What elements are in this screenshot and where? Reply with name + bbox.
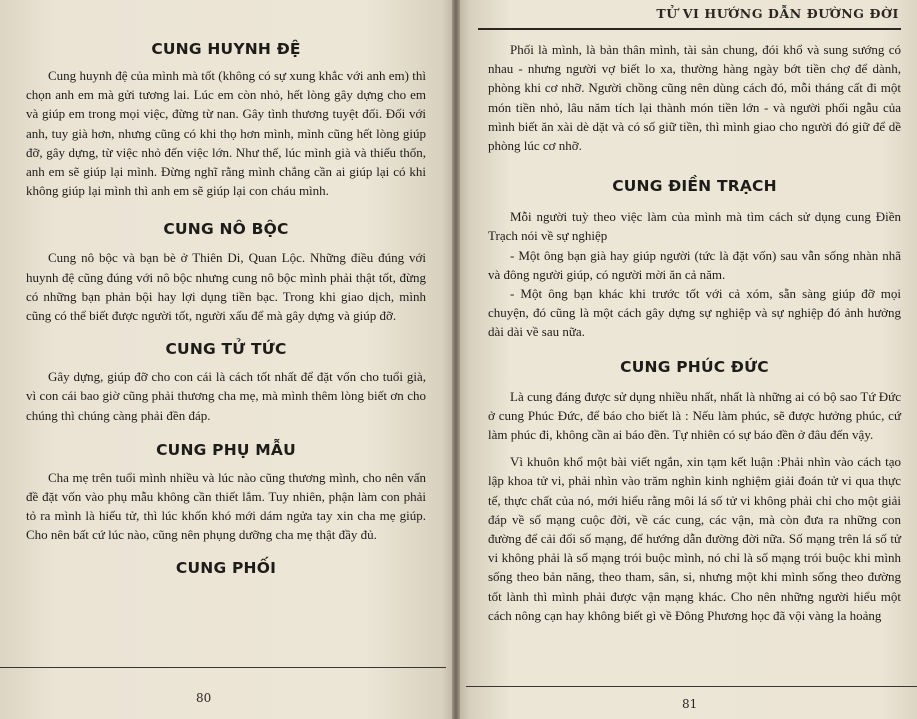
paragraph-tu-tuc: Gây dựng, giúp đỡ cho con cái là cách tốt nhất để đặt vốn cho tuổi già, vì con cái bao giờ cũng phải thương cha mẹ, mà mình thêm lòng biết ơn cho chúng thì chúng càng phải đền đáp. bbox=[26, 369, 426, 423]
paragraph-phuc-duc: Là cung đáng được sử dụng nhiều nhất, nhất là những ai có bộ sao Tứ Đức ở cung Phúc Đức, để báo cho biết là : Nếu làm phúc, sẽ được hưởng phúc, cứ làm phúc đi, không cần ai báo đền. Tự nhiên có sự báo đền ở đâu đến vậy. bbox=[488, 388, 901, 443]
page-number-right: 81 bbox=[682, 697, 698, 711]
heading-cung-tu-tuc: CUNG TỬ TỨC bbox=[165, 340, 287, 359]
paragraph-dien-trach-item-2: - Một ông bạn khác khi trước tốt với cả xóm, sẵn sàng giúp đỡ mọi chuyện, đó cũng là một cách gây dựng sự nghiệp và sự nghiệp đó ảnh hưởng dài dài về sau nữa. bbox=[488, 286, 901, 340]
heading-cung-huynh-de: CUNG HUYNH ĐỆ bbox=[151, 40, 301, 58]
heading-cung-no-boc: CUNG NÔ BỘC bbox=[163, 220, 289, 239]
paragraph-no-boc: Cung nô bộc và bạn bè ở Thiên Di, Quan Lộc. Những điều đúng với huynh đệ cũng đúng với nô bộc nhưng cung nô bộc mình phải thật tốt, đừng có những bạn phản bội hay lợi dụng tiền bạc. Trong khi giao dịch, mình cũng có thể biết được người tốt, người xấu để mà gây dựng và giúp đỡ. bbox=[26, 250, 426, 324]
heading-cung-phuc-duc: CUNG PHÚC ĐỨC bbox=[620, 357, 769, 376]
page-number-left: 80 bbox=[196, 691, 212, 705]
paragraph-dien-trach-item-1: - Một ông bạn già hay giúp người (tức là đặt vốn) sau vẫn sống nhàn nhã và đông người giúp, có người mời ăn cả năm. bbox=[488, 247, 901, 282]
paragraph-ket-luan: Vì khuôn khổ một bài viết ngắn, xin tạm kết luận :Phải nhìn vào cách tạo lập khoa tử vi, phải nhìn vào trăm nghìn kinh nghiệm giải đoán tử vi qua thực tế, thực chất của nó, mới hiểu rằng môi lá số tử vi không phải chỉ cho một giải đáp về số mạng cuộc đời, về các cung, các vận, mà còn đưa ra những con đường để cải đổi số mạng, để hướng dẫn đường đời nữa. Số mạng trên lá số tử vi không phải là số mạng trói buộc mình, nó chỉ là số mạng trói buộc khi mình sống theo bản năng, theo tham, sân, si, nhưng một khi mình sống theo đường tốt lành thì mình phải được vận mạng khác. Cho nên những người hiểu một cách nông cạn hay không biết gì về Đông Phương học đã vội vàng la hoảng bbox=[488, 454, 901, 623]
right-page bbox=[456, 0, 917, 719]
paragraph-huynh-de: Cung huynh đệ của mình mà tốt (không có sự xung khắc với anh em) thì chọn anh em mà gửi tương lai. Lúc em còn nhỏ, hết lòng gây dựng cho em và giúp em trong mọi việc, đừng từ nan. Gây tình thương tuyệt đối. Đối với anh, tuy già hơn, nhưng cũng có khi thọ hơn mình, mình cũng hết lòng giúp đỡ, gây dựng, từ việc nhỏ đến việc lớn. Như thế, lúc mình già và thiếu thốn, anh em sẽ giúp lại mình. Đừng nghĩ rằng mình chẳng cần ai giúp lại có khi không giúp lại mình thì anh em sẽ giúp lại con cháu mình. bbox=[26, 68, 426, 199]
heading-cung-phoi: CUNG PHỐI bbox=[175, 558, 277, 577]
right-footer-rule bbox=[466, 686, 917, 687]
paragraph-phu-mau: Cha mẹ trên tuổi mình nhiều và lúc nào cũng thương mình, cho nên vấn đề đặt vốn vào phụ mẫu không cần thiết lắm. Tuy nhiên, phận làm con phải tỏ ra mình là hiếu tử, thì lúc khốn khó mới dám ngửa tay xin cha mẹ giúp. Cho nên bất cứ lúc nào, cũng nên phụng dưỡng cha mẹ thật đầy đủ. bbox=[26, 469, 426, 543]
running-head: TỬ VI HƯỚNG DẪN ĐƯỜNG ĐỜI bbox=[656, 6, 899, 21]
left-page bbox=[0, 0, 456, 719]
heading-cung-phu-mau: CUNG PHỤ MẪU bbox=[156, 440, 296, 459]
header-rule bbox=[478, 28, 901, 30]
left-footer-rule bbox=[0, 667, 446, 668]
book-gutter bbox=[452, 0, 460, 719]
paragraph-dien-trach-intro: Mỗi người tuỳ theo việc làm của mình mà tìm cách sử dụng cung Điền Trạch nói về sự nghiệp bbox=[488, 209, 901, 244]
heading-cung-dien-trach: CUNG ĐIỀN TRẠCH bbox=[612, 177, 777, 196]
paragraph-phoi: Phối là mình, là bản thân mình, tài sản chung, đói khổ và sung sướng có nhau - nhưng người vợ biết lo xa, thường hàng ngày bớt tiền chợ để dành, phòng khi cơ nhỡ. Người chồng cũng nên dùng cách đó, mỗi tháng cất đi một món tiền nhỏ, lâu năm tích lại thành món tiền lớn - và người phối ngẫu của mình biết ăn xài dè dặt và có số giữ tiền, thì mình giao cho người đó giữ để dề phòng lúc cơ nhỡ. bbox=[488, 42, 901, 154]
